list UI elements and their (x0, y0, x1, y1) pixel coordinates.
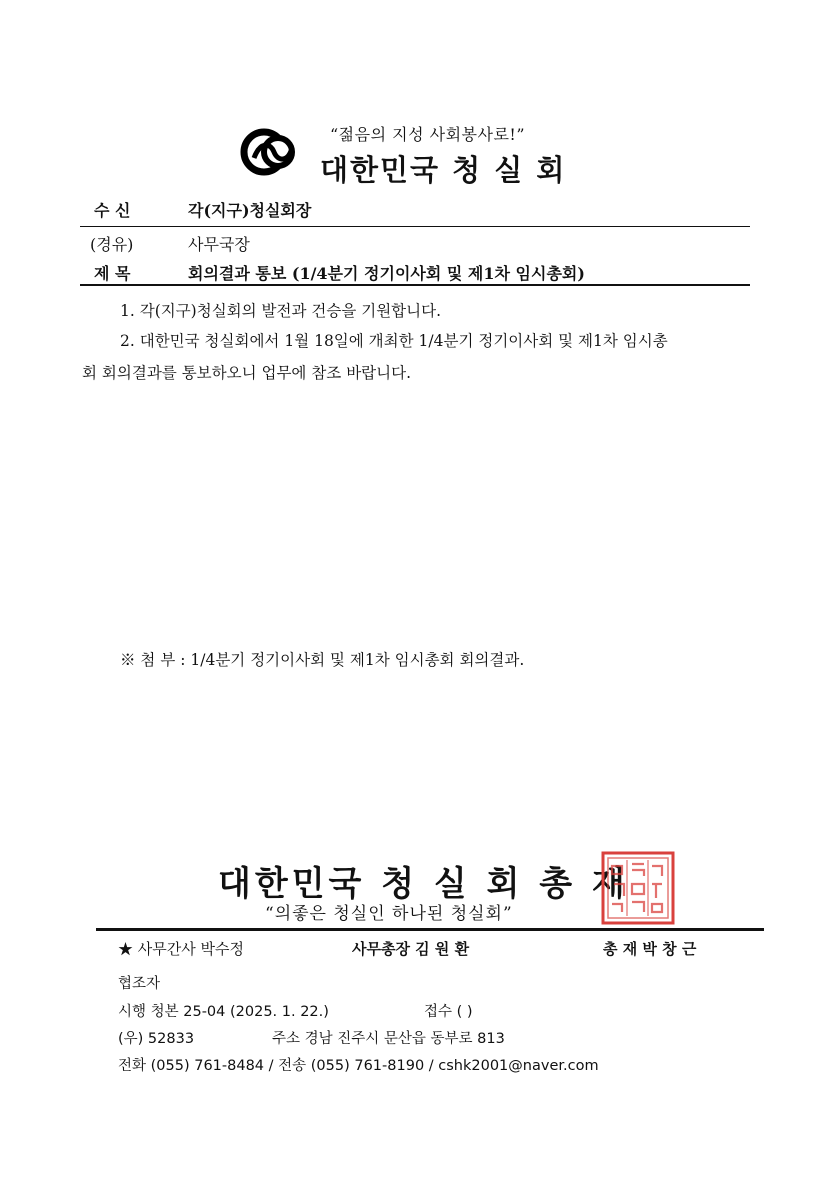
divider (80, 284, 750, 286)
recipient-value: 각(지구)청실회장 (188, 201, 312, 220)
via-value: 사무국장 (188, 235, 250, 254)
postal-code: (우) 52833 (118, 1031, 195, 1047)
organization-logo-icon (240, 128, 300, 176)
footer-divider (96, 928, 764, 931)
sender-name: 대한민국 청 실 회 총 재 (218, 864, 629, 904)
secretary-general-signature: 사무총장 김 원 환 (352, 940, 470, 958)
recipient-row (80, 198, 750, 226)
cooperator-label: 협조자 (118, 976, 161, 992)
recipient-label: 수 신 (94, 201, 131, 220)
attachment-note: ※ 첨 부 : 1/4분기 정기이사회 및 제1차 임시총회 회의결과. (120, 651, 525, 669)
paragraph-2-line-2: 회 회의결과를 통보하오니 업무에 참조 바랍니다. (82, 364, 412, 382)
contact-info: 전화 (055) 761-8484 / 전송 (055) 761-8190 / cshk2001@naver.com (118, 1058, 599, 1074)
paragraph-2-line-1: 2. 대한민국 청실회에서 1월 18일에 개최한 1/4분기 정기이사회 및 제1차 임시총 (120, 332, 668, 350)
via-row (80, 232, 750, 260)
divider (80, 226, 750, 227)
issue-number: 시행 청본 25-04 (2025. 1. 22.) (118, 1004, 329, 1020)
subject-value: 회의결과 통보 (1/4분기 정기이사회 및 제1차 임시총회) (188, 264, 585, 283)
red-official-seal-icon (600, 850, 676, 926)
via-label: (경유) (90, 235, 134, 254)
receipt-field: 접수 ( ) (424, 1004, 473, 1020)
address: 주소 경남 진주시 문산읍 동부로 813 (272, 1031, 505, 1047)
organization-title: 대한민국 청 실 회 (320, 153, 567, 187)
sender-slogan: “의좋은 청실인 하나된 청실회” (265, 904, 513, 924)
president-signature: 총 재 박 창 근 (603, 940, 697, 958)
paragraph-1: 1. 각(지구)청실회의 발전과 건승을 기원합니다. (120, 302, 442, 320)
staff-signature: ★ 사무간사 박수정 (118, 940, 244, 958)
subject-label: 제 목 (94, 264, 131, 283)
header-slogan: “젊음의 지성 사회봉사로!” (330, 125, 526, 144)
